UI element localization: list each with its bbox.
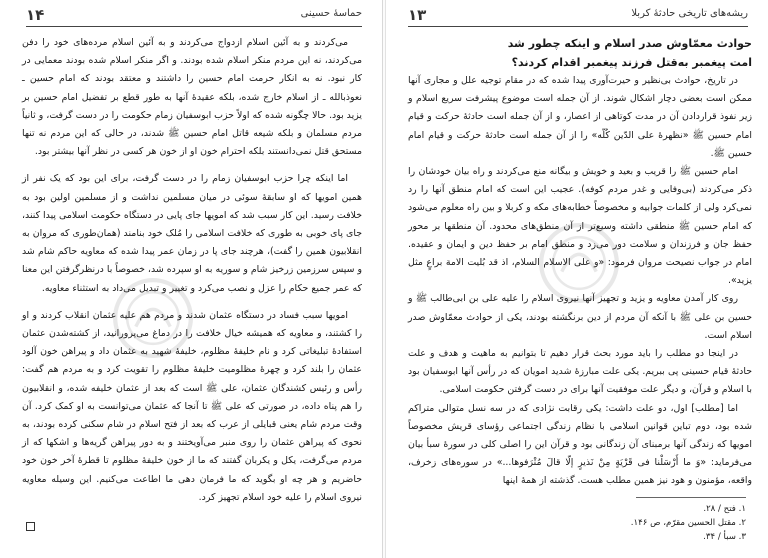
right-body-text xyxy=(408,34,752,491)
footnote: ۱. فتح / ۲۸. xyxy=(703,504,746,514)
right-running-head xyxy=(408,8,748,26)
paragraph: روی کار آمدن معاویه و یزید و تجهیز آنها نیروی اسلام را علیه علی بن ابی‌طالب ﷺ و حسین بن علی ﷺ با آنکه آن مردم از دین برنگشته بودند، یکی از حوادث معمّاوش صدر اسلام است. xyxy=(408,293,752,341)
footnote-rule xyxy=(636,497,746,498)
footnotes xyxy=(546,502,746,544)
left-page xyxy=(0,0,383,558)
right-page xyxy=(385,0,768,558)
section-heading-line-2: امت پیغمبر به‌قتل فرزند پیغمبر اقدام کردند؟ xyxy=(511,56,752,69)
footnote: ۲. مقتل الحسین مقرّم، ص ۱۴۶. xyxy=(630,518,746,528)
paragraph: در تاریخ، حوادث بی‌نظیر و حیرت‌آوری پیدا شده که در مقام توجیه علل و مجاری آنها ممکن است بعضی دچار اشکال شوند. از آن جمله است موضوع پیشرفت سریع اسلام و زیر نفوذ قراردادن آن در مدت کوتاهی از اعصار، و از آن جمله است حادثهٔ حرکت و قیام امام حسین ﷺ «نظهرهٔ علی الدّین کُلّه» را از آن جمله است حادثهٔ حرکت و قیام امام حسین ﷺ. xyxy=(408,75,752,159)
left-body-text xyxy=(22,34,362,507)
paragraph: امویها سبب فساد در دستگاه عثمان شدند و مردم هم علیه عثمان انقلاب کردند و او را کشتند، و معاویه که همیشه خیال خلافت را در دماغ می‌پرورانید، از کشته‌شدن عثمان استفادهٔ تبلیغاتی کرد و نام خلیفهٔ مظلوم، خلیفهٔ شهید به عثمان داد و پیراهن خون آلود عثمان را بلند کرد و چهرهٔ مظلومیت خلیفهٔ مظلوم را تقویت کرد و به مردم هم گفت: رأس و رئیس کشندگان عثمان، علی ﷺ است که بعد از عثمان خلیفه شده، و انقلابیون را هم پناه داده، در صورتی که علی ﷺ تا آنجا که عثمان می‌توانست به او کمک کرد. آن وقت مردم شام یعنی قبایلی از عرب که بعد از فتح اسلام در شام سکنی کرده بودند، به نحوی که پیراهن عثمان را روی منبر می‌آویختند و به دور پیراهن گریه‌ها و اشکها که از مردم می‌گرفت، یکل و یکربان گفتند که ما از خون خلیفهٔ مظلوم تا قطرهٔ آخر خون خود حاضریم و هر چه او بگوید که ما فرمان دهی ما اطاعت می‌کنیم. این وسیله معاویه نیروی اسلام را علیه خود اسلام تجهیز کرد. xyxy=(22,309,362,503)
footnote: ۳. سبأ / ۳۴. xyxy=(703,532,746,542)
right-page-number: ۱۳ xyxy=(408,6,427,24)
paragraph: در اینجا دو مطلب را باید مورد بحث قرار دهیم تا بتوانیم به ماهیت و هدف و علت حادثهٔ قیام حسینی پی ببریم. یکی علت مبارزهٔ شدید امویان که در رأس آنها ابوسفیان بود با اسلام و قرآن، و دیگر علت موفقیت آنها برای در دست گرفتن حکومت اسلامی. xyxy=(408,348,752,396)
paragraph: اما [مطلب] اول، دو علت داشت: یکی رقابت نژادی که در سه نسل متوالی متراکم شده بود، دوم تباین قوانین اسلامی با نظام زندگی اجتماعی رؤسای قریش مخصوصاً امویها که زندگی آنها برمبنای آن زندگانی بود و قرآن این را اصلی کلی در سورهٔ سبأ بیان می‌فرماید: «وَ ما أَرْسَلْنا فی قَرْیَةٍ مِنْ نَذیرٍ إلّا قالَ مُتْرَفوها...» در سوره‌های زخرف، واقعه، مؤمنون و هود نیز همین مطلب هست. گذشته از همهٔ اینها xyxy=(408,402,752,487)
right-running-title: ریشه‌های تاریخی حادثهٔ کربلا xyxy=(631,8,748,19)
right-header-rule xyxy=(408,26,748,27)
end-of-page-mark xyxy=(26,522,35,531)
left-running-head xyxy=(26,8,362,26)
paragraph: می‌کردند و به آئین اسلام ازدواج می‌کردند و به آئین اسلام مرده‌های خود را دفن می‌کردند، نه این مردم منکر اسلام شده بودند. و اگر منکر اسلام شده بودند معمایی در کار نبود. نه به انکار حرمت امام حسین را داشتند و معتقد بودند که امام حسین ـ نعوذبالله ـ از اسلام خارج شده، بلکه عقیدهٔ آنها به طور قطع بر تفضیل امام حسین بر یزید بود. حالا چگونه شده که اولاً حزب ابوسفیان زمام حکومت را در دست گرفت، و ثانیاً مردم مسلمان و بلکه شیعه قاتل امام حسین ﷺ شدند، در حالی که این مردم نه تنها مستحق قتل نمی‌دانستند بلکه احترام خون او از خون هر کسی در نظر آنها بیشتر بود. xyxy=(22,37,362,158)
left-header-rule xyxy=(26,26,362,27)
section-heading-line-1: حوادث معمّاوش صدر اسلام و اینکه چطور شد xyxy=(507,37,752,50)
left-running-title: حماسهٔ حسینی xyxy=(300,8,362,19)
left-page-number: ۱۴ xyxy=(26,6,45,24)
paragraph: امام حسین ﷺ را قریب و بعید و خویش و بیگانه منع می‌کردند و راه بیان خودشان را ذکر می‌کردند (بی‌وفایی و غدر مردم کوفه). عجیب این است که امام منطق آنها را رد نمی‌کرد ولی از کلمات جوابیه و مخصوصاً خطابه‌های مکه و کربلا و بین راه معلوم می‌شود که امام حسین ﷺ منطقی داشته وسیع‌تر از آن منطق‌های محدود. آن منطقها بر محور حفظ جان و فرزندان و سلامت دور می‌زد و منطق امام بر حفظ دین و ایمان و عقیده. امام در جواب نصیحت مروان فرمود: «و علی الاسلام السلام، اذ قد بُلیت الامة براعٍ مثل یزید». xyxy=(408,166,752,287)
paragraph: اما اینکه چرا حزب ابوسفیان زمام را در دست گرفت، برای این بود که یک نفر از همین امویها که او سابقهٔ سوئی در میان مسلمین نداشت و از مسلمین اولین بود به خلافت رسید. این کار سبب شد که امویها جای پایی در دستگاه حکومت اسلامی پیدا کنند، جای پای خوبی به طوری که خلافت اسلامی را مُلک خود بنامند (همان‌طوری که مروان به انقلابیون همین را گفت)، هرچند جای پا در زمان عمر پیدا شده که معاویه حاکم شام شد و سپس سرزمین زرخیز شام و سوریه به او سپرده شد، خصوصاً با درنظرگرفتن این معنا که عمر جمیع حکام را عزل و نصب می‌کرد و تغییر و تبدیل می‌داد به استثناء معاویه. xyxy=(22,173,362,294)
